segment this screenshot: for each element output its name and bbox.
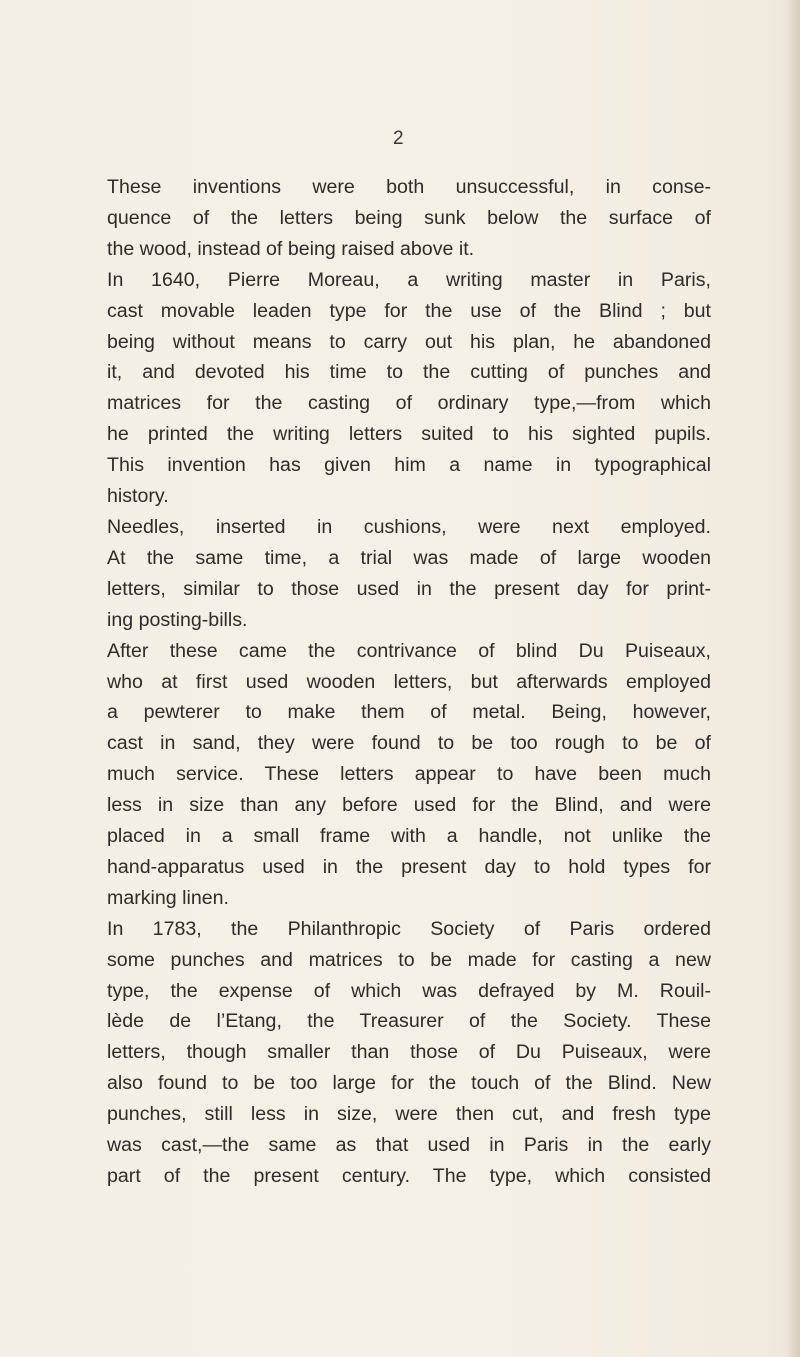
text-line: letters, though smaller than those of Du Puiseaux, were [107,1041,711,1064]
paragraph [107,914,711,1192]
page-number: 2 [393,128,404,149]
text-line: In 1783, the Philanthropic Society of Paris ordered [107,917,711,940]
text-line: matrices for the casting of ordinary type,—from which [107,392,711,415]
paragraph [107,172,711,265]
text-line: lède de l’Etang, the Treasurer of the Society. These [107,1010,711,1033]
text-line: less in size than any before used for the Blind, and were [107,794,711,817]
body-text [107,172,711,1192]
text-line: At the same time, a trial was made of large wooden [107,546,711,569]
text-line: cast in sand, they were found to be too rough to be of [107,732,711,755]
text-line: This invention has given him a name in typographical [107,454,711,477]
text-line: These inventions were both unsuccessful, in conse- [107,176,711,198]
text-line: who at first used wooden letters, but afterwards employed [107,670,711,693]
text-line: ing posting-bills. [107,608,248,631]
paragraph [107,636,711,914]
paragraph [107,512,711,636]
text-line: part of the present century. The type, which consisted [107,1165,711,1187]
paragraph [107,265,711,512]
text-line: placed in a small frame with a handle, not unlike the [107,825,711,848]
text-line: In 1640, Pierre Moreau, a writing master in Paris, [107,268,711,291]
text-line: After these came the contrivance of blind Du Puiseaux, [107,639,711,662]
text-line: hand-apparatus used in the present day to hold types for [107,855,711,878]
text-line: cast movable leaden type for the use of the Blind ; but [107,299,711,322]
text-line: was cast,—the same as that used in Paris in the early [107,1134,711,1157]
text-line: much service. These letters appear to have been much [107,763,711,786]
text-line: punches, still less in size, were then cut, and fresh type [107,1103,711,1126]
text-line: a pewterer to make them of metal. Being, however, [107,701,711,724]
text-line: some punches and matrices to be made for casting a new [107,948,711,971]
text-line: Needles, inserted in cushions, were next employed. [107,515,711,538]
text-line: letters, similar to those used in the present day for print- [107,577,711,600]
text-line: he printed the writing letters suited to his sighted pupils. [107,423,711,446]
text-line: history. [107,485,169,508]
text-line: being without means to carry out his plan, he abandoned [107,330,711,353]
text-line: it, and devoted his time to the cutting of punches and [107,361,711,384]
text-line: also found to be too large for the touch of the Blind. New [107,1072,711,1095]
page-edge-shadow [786,0,800,1357]
text-line: type, the expense of which was defrayed by M. Rouil- [107,979,711,1002]
text-line: quence of the letters being sunk below the surface of [107,206,711,229]
text-line: marking linen. [107,886,229,909]
text-line: the wood, instead of being raised above it. [107,237,475,260]
